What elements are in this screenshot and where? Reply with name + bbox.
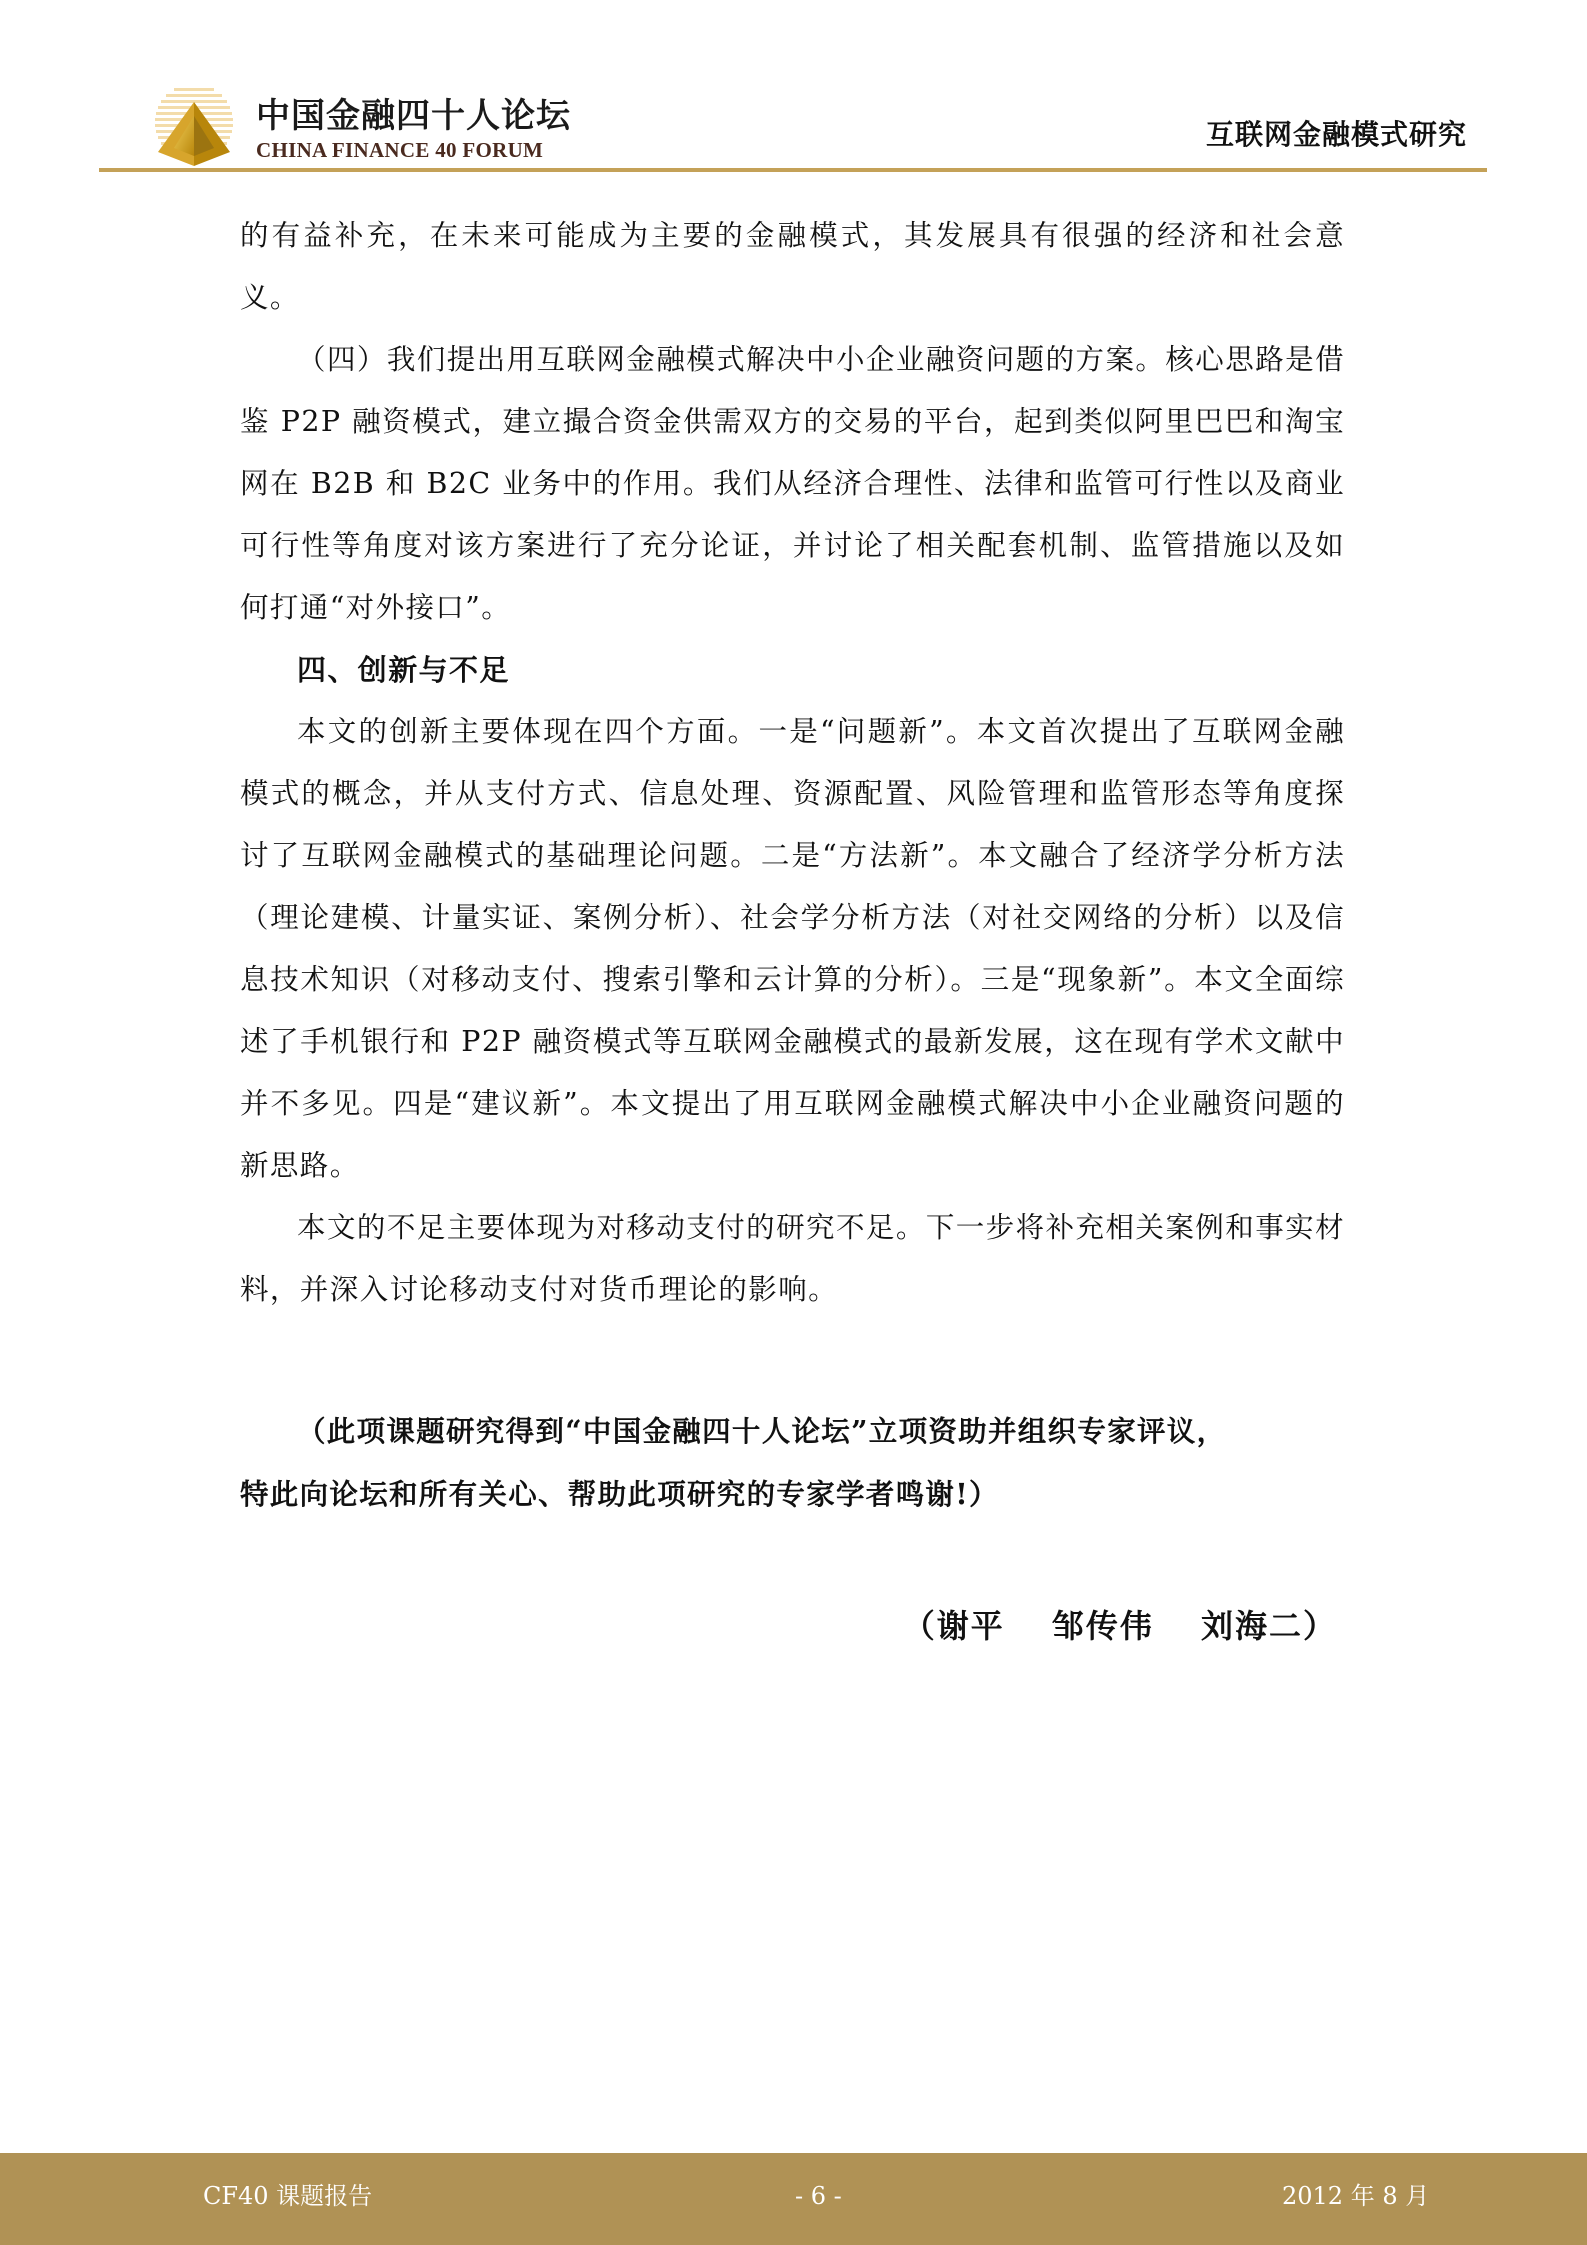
authors: （谢平 邹传伟 刘海二）: [902, 1607, 1337, 1645]
paragraph: 的有益补充，在未来可能成为主要的金融模式，其发展具有很强的经济和社会意义。: [240, 219, 1345, 314]
logo-english-text: CHINA FINANCE 40 FORUM: [256, 138, 544, 162]
section-heading: 四、创新与不足: [297, 653, 510, 687]
acknowledgement-line: 特此向论坛和所有关心、帮助此项研究的专家学者鸣谢!）: [240, 1477, 999, 1511]
paragraph: 本文的不足主要体现为对移动支付的研究不足。下一步将补充相关案例和事实材料，并深入讨论移动支付对货币理论的影响。: [240, 1211, 1345, 1306]
gold-pyramid-sun-icon: [152, 84, 236, 168]
header-divider: [99, 168, 1487, 172]
acknowledgement: [240, 1400, 1345, 1526]
document-body: [240, 205, 1345, 1321]
report-title: 互联网金融模式研究: [1205, 118, 1467, 151]
page-header: [0, 0, 1587, 180]
footer-date: 2012 年 8 月: [1282, 2182, 1430, 2210]
footer-report-label: CF40 课题报告: [203, 2182, 373, 2210]
paragraph: （四）我们提出用互联网金融模式解决中小企业融资问题的方案。核心思路是借鉴 P2P 融资模式，建立撮合资金供需双方的交易的平台，起到类似阿里巴巴和淘宝网在 B2B 和 B2C 业务中的作用。我们从经济合理性、法律和监管可行性以及商业可行性等角度对该方案进行了充分论证，并讨论了相关配套机制、监管措施以及如何打通“对外接口”。: [240, 343, 1345, 624]
page-number: - 6 -: [795, 2182, 842, 2210]
paragraph: 本文的创新主要体现在四个方面。一是“问题新”。本文首次提出了互联网金融模式的概念，并从支付方式、信息处理、资源配置、风险管理和监管形态等角度探讨了互联网金融模式的基础理论问题。二是“方法新”。本文融合了经济学分析方法（理论建模、计量实证、案例分析）、社会学分析方法（对社交网络的分析）以及信息技术知识（对移动支付、搜索引擎和云计算的分析）。三是“现象新”。本文全面综述了手机银行和 P2P 融资模式等互联网金融模式的最新发展，这在现有学术文献中并不多见。四是“建议新”。本文提出了用互联网金融模式解决中小企业融资问题的新思路。: [240, 715, 1345, 1182]
page-footer: [0, 2153, 1587, 2245]
logo-chinese-text: 中国金融四十人论坛: [256, 96, 571, 136]
acknowledgement-line: （此项课题研究得到“中国金融四十人论坛”立项资助并组织专家评议，: [297, 1414, 1227, 1448]
